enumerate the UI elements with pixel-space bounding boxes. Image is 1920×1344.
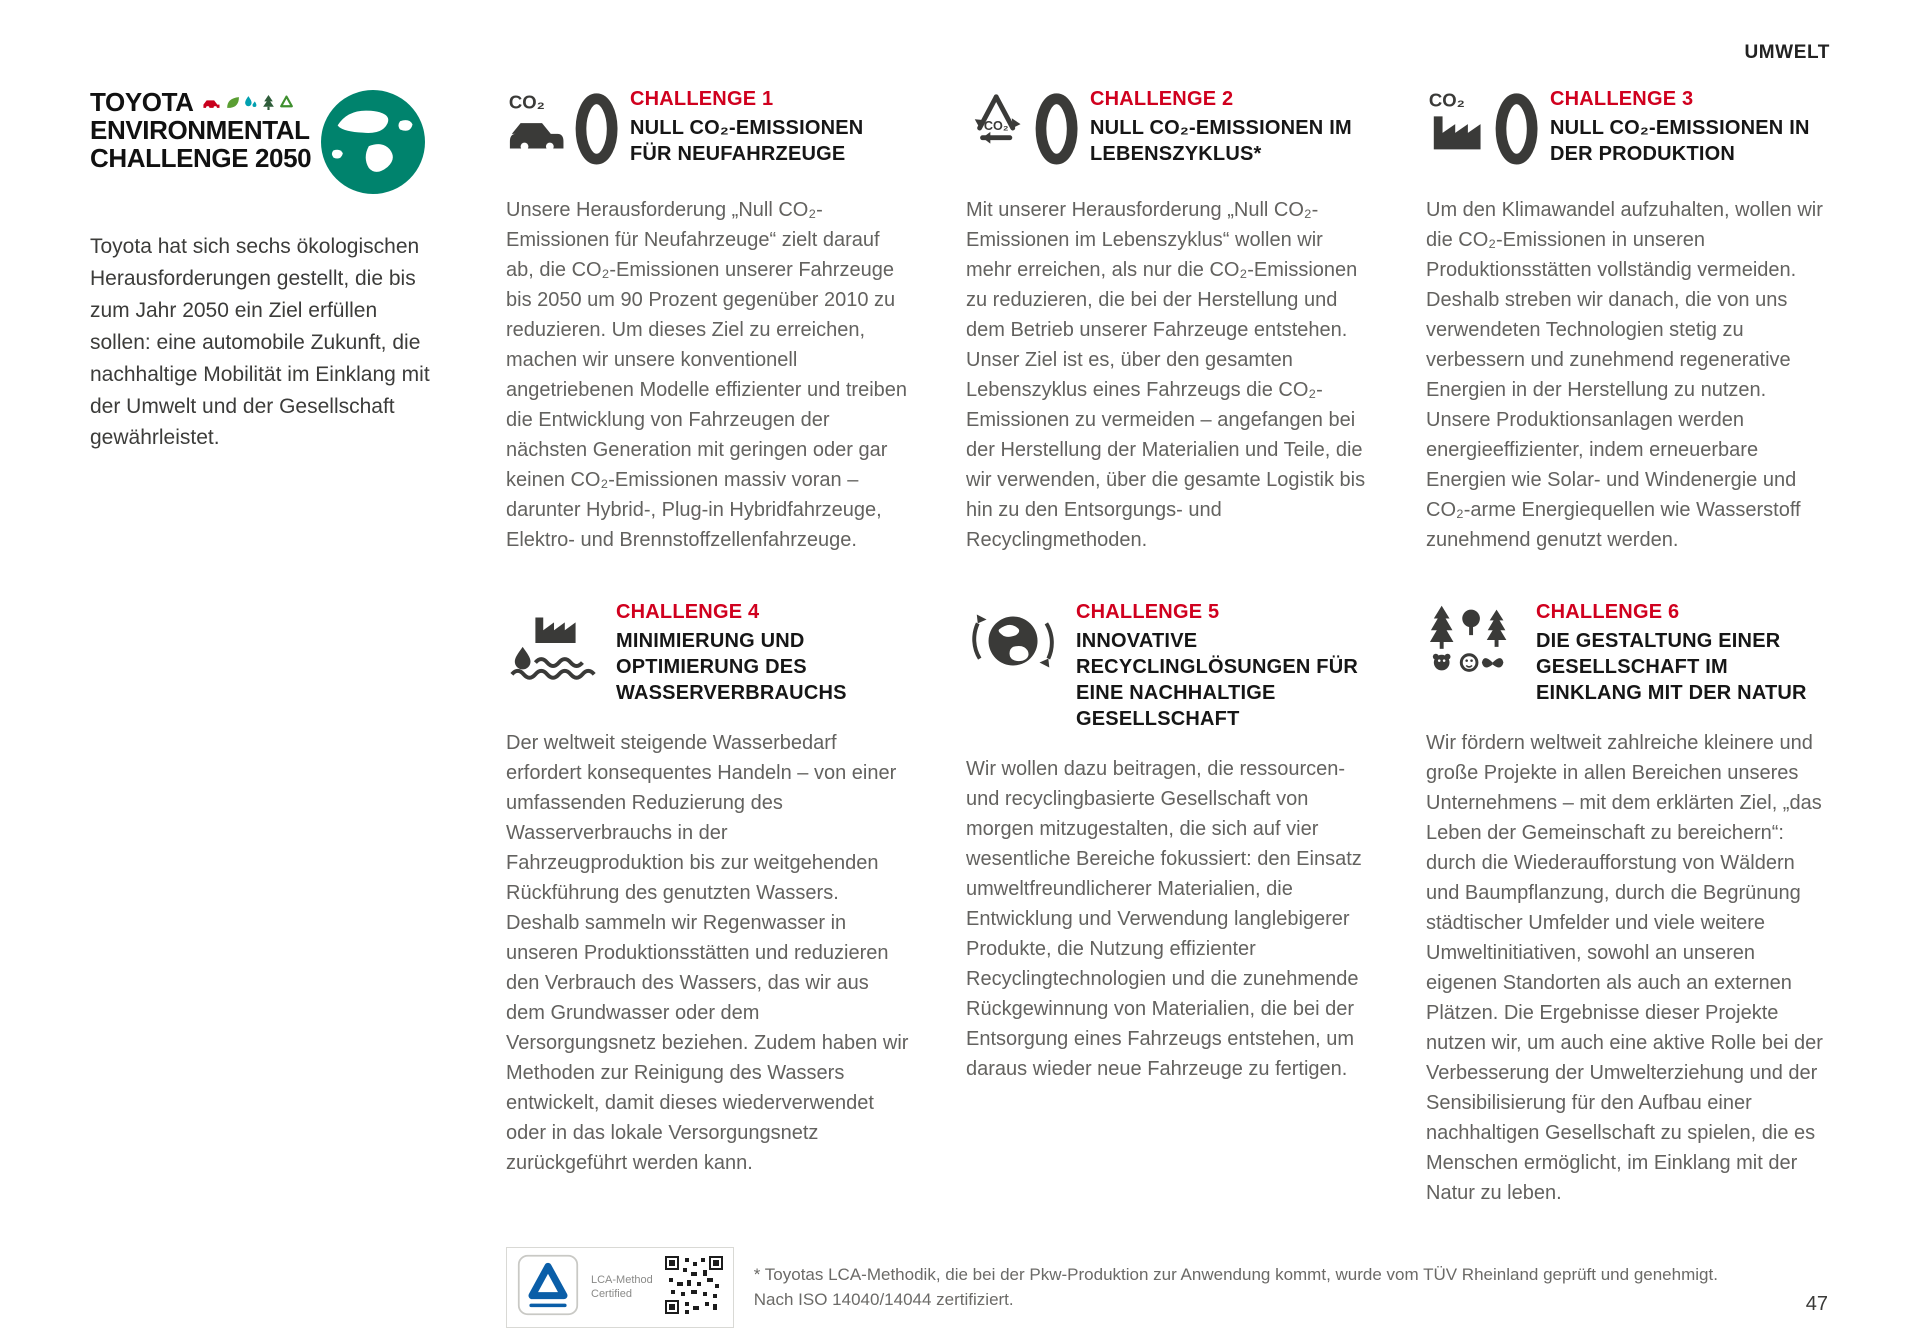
challenge-1-titles: [630, 88, 910, 167]
svg-text:CO₂: CO₂: [983, 118, 1009, 133]
nature-harmony-icon: [1426, 601, 1524, 686]
intro-column: [90, 88, 450, 454]
content-grid: [90, 88, 1830, 1208]
svg-text:CO₂: CO₂: [1428, 89, 1465, 111]
co2-zero-car-icon: [506, 88, 618, 173]
intro-paragraph: Toyota hat sich sechs ökologischen Herausforderungen gestellt, die bis zum Jahr 2050 ein Ziel erfüllen sollen: eine automobile Zukunft, die nachhaltige Mobilität im Einklang mit der Umwelt und der Gesellschaft gewährleistet.: [90, 235, 430, 450]
challenge-6-label: CHALLENGE 6: [1536, 601, 1680, 623]
leaf-icon: [225, 95, 240, 110]
challenge-4-label: CHALLENGE 4: [616, 601, 760, 623]
challenge-3-titles: [1550, 88, 1830, 167]
logo-line-environmental: ENVIRONMENTAL: [90, 115, 310, 146]
challenge-5: [966, 601, 1370, 1084]
challenge-3-body: Um den Klimawandel aufzuhalten, wollen wir die CO₂-Emissionen in unseren Produktionsstätten vollständig vermeiden. Deshalb streben wir danach, die von uns verwendeten Technologien stetig zu verbessern und zunehmend regenerative Energien in der Herstellung zu nutzen. Unsere Produktionsanlagen werden energieeffizienter, indem erneuerbare Energien wie Solar- und Windenergie und CO₂-arme Energiequellen wie Wasserstoff zunehmend genutzt werden.: [1426, 199, 1823, 551]
challenge-5-label: CHALLENGE 5: [1076, 601, 1220, 623]
challenge-2-titles: [1090, 88, 1370, 167]
challenge-5-title: INNOVATIVE RECYCLINGLÖSUNGEN FÜR EINE NACHHALTIGE GESELLSCHAFT: [1076, 630, 1358, 730]
challenge-3-title: NULL CO₂-EMISSIONEN IN DER PRODUKTION: [1550, 117, 1810, 165]
water-drop-icon: [243, 95, 258, 110]
logo-text: [90, 88, 311, 172]
qr-code: [665, 1256, 723, 1319]
challenge-3: [1426, 88, 1830, 555]
challenge-2: [966, 88, 1370, 555]
challenge-6-title: DIE GESTALTUNG EINER GESELLSCHAFT IM EINKLANG MIT DER NATUR: [1536, 630, 1807, 704]
challenge-5-titles: [1076, 601, 1370, 732]
co2-zero-lifecycle-icon: [966, 88, 1078, 173]
co2-zero-production-icon: [1426, 88, 1538, 173]
challenge-4: [506, 601, 910, 1178]
challenge-5-body: Wir wollen dazu beitragen, die ressourcen- und recyclingbasierte Gesellschaft von morgen mitzugestalten, die sich auf vier wesentliche Bereiche fokussiert: den Einsatz umweltfreundlicherer Materialien, die Entwicklung und Verwendung langlebigerer Produkte, die Nutzung effizienter Recyclingtechnologien und die zunehmende Rückgewinnung von Materialien, die bei der Entsorgung eines Fahrzeugs entstehen, um daraus wieder neue Fahrzeuge zu fertigen.: [966, 758, 1362, 1080]
globe-icon: [321, 90, 425, 199]
challenge-6: [1426, 601, 1830, 1208]
challenge-4-body: Der weltweit steigende Wasserbedarf erfordert konsequentes Handeln – von einer umfassenden Reduzierung des Wasserverbrauchs in der Fahrzeugproduktion bis zur weitgehenden Rückführung des genutzten Wassers. Deshalb sammeln wir Regenwasser in unseren Produktionsstätten und reduzieren den Verbrauch des Wassers, das wir aus dem Grundwasser oder dem Versorgungsnetz beziehen. Zudem haben wir Methoden zur Reinigung des Wassers entwickelt, damit dieses wiederverwendet oder in das lokale Versorgungsnetz zurückgeführt werden kann.: [506, 732, 909, 1174]
water-factory-icon: [506, 601, 604, 686]
challenge-1: [506, 88, 910, 555]
challenge-6-body: Wir fördern weltweit zahlreiche kleinere und große Projekte in allen Bereichen unseres Unternehmens – mit dem erklärten Ziel, „das Leben der Gemeinschaft zu bereichern“: durch die Wiederaufforstung von Wäldern und Baumpflanzung, durch die Begrünung städtischer Umfelder und viele weitere Umweltinitiativen, sowohl an unseren eigenen Standorten als auch an externen Plätzen. Die Ergebnisse dieser Projekte nutzen wir, um auch eine aktive Rolle bei der Verbesserung der Umwelterziehung und der Sensibilisierung für den Aufbau einer nachhaltigen Gesellschaft zu spielen, die es Menschen ermöglicht, im Einklang mit der Natur zu leben.: [1426, 732, 1823, 1204]
tree-icon: [261, 95, 276, 110]
challenge-3-label: CHALLENGE 3: [1550, 88, 1694, 110]
challenge-4-title: MINIMIERUNG UND OPTIMIERUNG DES WASSERVERBRAUCHS: [616, 630, 847, 704]
page-header: [90, 42, 1830, 64]
challenge-6-titles: [1536, 601, 1830, 706]
car-icon: [202, 95, 222, 110]
cert-label: LCA-Method Certified: [591, 1273, 653, 1300]
eco-icons-row: [202, 95, 294, 110]
svg-text:CO₂: CO₂: [508, 91, 545, 113]
challenge-2-title: NULL CO₂-EMISSIONEN IM LEBENSZYKLUS*: [1090, 117, 1352, 165]
challenge-2-body: Mit unserer Herausforderung „Null CO₂-Emissionen im Lebenszyklus“ wollen wir mehr erreichen, als nur die CO₂-Emissionen zu reduzieren, die bei der Herstellung und dem Betrieb unserer Fahrzeuge entstehen. Unser Ziel ist es, über den gesamten Lebenszyklus eines Fahrzeugs die CO₂-Emissionen zu vermeiden – angefangen bei der Herstellung der Materialien und Teile, die wir verwenden, über die gesamte Logistik bis hin zu den Entsorgungs- und Recyclingmethoden.: [966, 199, 1366, 551]
globe-recycle-icon: [966, 601, 1064, 686]
footnote: [754, 1263, 1718, 1312]
challenge-4-titles: [616, 601, 910, 706]
logo-line-toyota: TOYOTA: [90, 87, 194, 117]
tuv-rheinland-logo: [517, 1254, 579, 1321]
challenge-1-body: Unsere Herausforderung „Null CO₂-Emissionen für Neufahrzeuge“ zielt darauf ab, die CO₂-Emissionen unserer Fahrzeuge bis 2050 um 90 Prozent gegenüber 2010 zu reduzieren. Um dieses Ziel zu erreichen, machen wir unsere konventionell angetriebenen Modelle effizienter und treiben die Entwicklung von Fahrzeugen der nächsten Generation mit geringen oder gar keinen CO₂-Emissionen massiv voran – darunter Hybrid-, Plug-in Hybridfahrzeuge, Elektro- und Brennstoffzellenfahrzeuge.: [506, 199, 908, 551]
footnote-line-1: * Toyotas LCA-Methodik, die bei der Pkw-Produktion zur Anwendung kommt, wurde vom TÜV Rheinland geprüft und genehmigt.: [753, 1264, 1718, 1284]
challenge-1-label: CHALLENGE 1: [630, 88, 774, 110]
footer: [506, 1247, 1750, 1328]
page-number: 47: [1805, 1293, 1828, 1315]
lca-certificate: [506, 1247, 734, 1328]
recycle-icon: [279, 95, 294, 110]
logo-line-challenge: CHALLENGE 2050: [90, 143, 312, 174]
challenge-1-title: NULL CO₂-EMISSIONEN FÜR NEUFAHRZEUGE: [630, 117, 864, 165]
footnote-line-2: Nach ISO 14040/14044 zertifiziert.: [753, 1289, 1014, 1309]
section-label: UMWELT: [1744, 42, 1830, 63]
toyota-environmental-challenge-logo: [90, 88, 450, 199]
challenge-2-label: CHALLENGE 2: [1090, 88, 1234, 110]
